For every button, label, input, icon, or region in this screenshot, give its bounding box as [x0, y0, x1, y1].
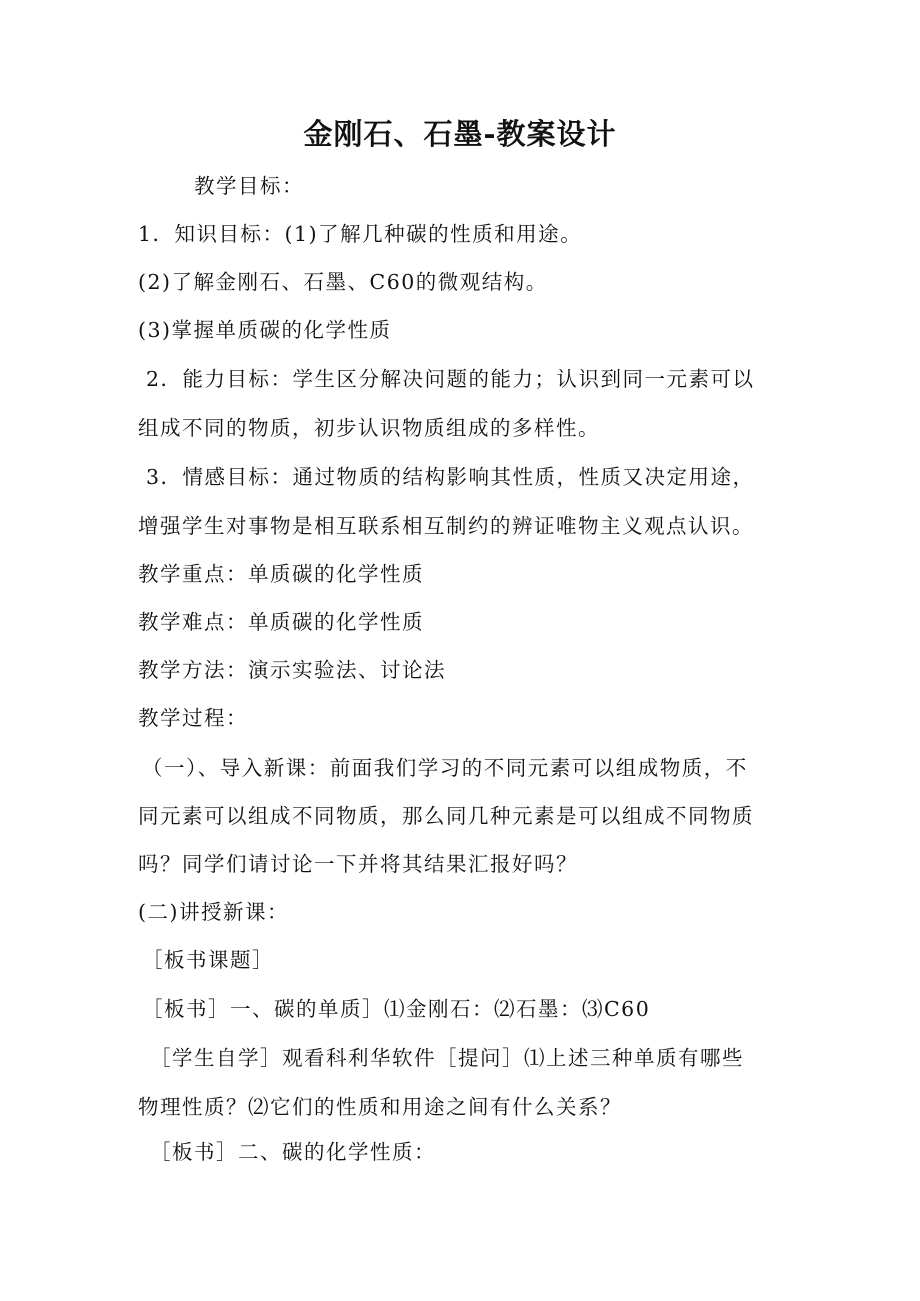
text-line-emotion-goal: 3．情感目标：通过物质的结构影响其性质，性质又决定用途， — [146, 465, 755, 489]
text-line-intro: （一）、导入新课：前面我们学习的不同元素可以组成物质，不 — [142, 756, 748, 780]
text-line-difficult-point: 教学难点：单质碳的化学性质 — [138, 610, 424, 634]
text-line-emotion-goal-cont: 增强学生对事物是相互联系相互制约的辨证唯物主义观点认识。 — [138, 514, 754, 538]
text-line-key-point: 教学重点：单质碳的化学性质 — [138, 562, 424, 586]
text-line-board-carbon-elements: ［板书］一、碳的单质］⑴金刚石：⑵石墨：⑶C60 — [142, 997, 651, 1021]
text-line-self-study-cont: 物理性质？⑵它们的性质和用途之间有什么关系？ — [138, 1095, 622, 1119]
text-line-ability-goal: 2．能力目标：学生区分解决问题的能力；认识到同一元素可以 — [146, 367, 755, 391]
text-line-teaching-method: 教学方法：演示实验法、讨论法 — [138, 658, 446, 682]
text-line-intro-cont: 同元素可以组成不同物质，那么同几种元素是可以组成不同物质 — [138, 804, 754, 828]
text-line-board-chemical-props: ［板书］二、碳的化学性质： — [150, 1140, 436, 1164]
text-line-new-lesson: (二)讲授新课： — [138, 900, 289, 924]
text-line-board-title: ［板书课题］ — [142, 948, 274, 972]
document-title: 金刚石、石墨-教案设计 — [303, 117, 617, 151]
text-line-teaching-goals: 教学目标： — [194, 174, 304, 198]
text-line-ability-goal-cont: 组成不同的物质，初步认识物质组成的多样性。 — [138, 416, 600, 440]
text-line-self-study: ［学生自学］观看科利华软件［提问］⑴上述三种单质有哪些 — [150, 1046, 744, 1070]
text-line-teaching-process: 教学过程： — [138, 706, 248, 730]
text-line-intro-cont-2: 吗？同学们请讨论一下并将其结果汇报好吗？ — [138, 852, 578, 876]
text-line-knowledge-goal-3: (3)掌握单质碳的化学性质 — [138, 318, 392, 342]
text-line-knowledge-goal-2: (2)了解金刚石、石墨、C60的微观结构。 — [138, 270, 548, 294]
text-line-knowledge-goal: 1．知识目标：(1)了解几种碳的性质和用途。 — [138, 222, 583, 246]
